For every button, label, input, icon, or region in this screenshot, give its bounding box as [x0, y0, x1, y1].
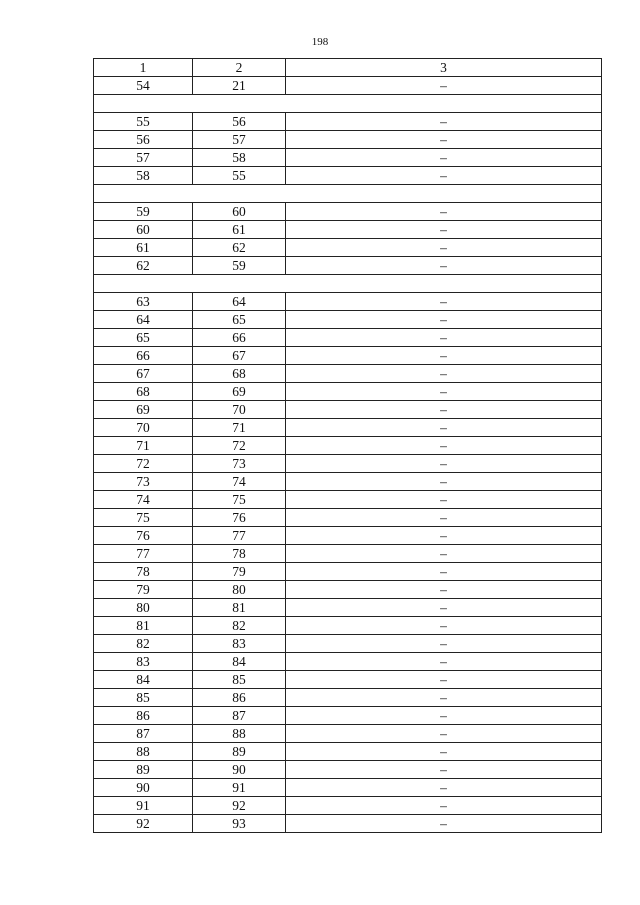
table-row	[94, 257, 602, 275]
cell-col-3: –	[286, 779, 602, 797]
cell-col-1: 61	[94, 239, 193, 257]
cell-col-3: –	[286, 455, 602, 473]
cell-col-2: 62	[193, 239, 286, 257]
cell-col-3: –	[286, 689, 602, 707]
cell-col-2: 77	[193, 527, 286, 545]
cell-col-2: 61	[193, 221, 286, 239]
column-header-2: 2	[193, 59, 286, 77]
table-row	[94, 599, 602, 617]
cell-col-2: 78	[193, 545, 286, 563]
cell-col-2: 71	[193, 419, 286, 437]
cell-col-1: 72	[94, 455, 193, 473]
group-separator-row	[94, 275, 602, 293]
table-row	[94, 527, 602, 545]
table-row	[94, 509, 602, 527]
separator-cell	[94, 95, 602, 113]
cell-col-1: 83	[94, 653, 193, 671]
cell-col-3: –	[286, 221, 602, 239]
table-row	[94, 401, 602, 419]
cell-col-3: –	[286, 797, 602, 815]
cell-col-3: –	[286, 563, 602, 581]
cell-col-1: 89	[94, 761, 193, 779]
cell-col-2: 70	[193, 401, 286, 419]
table-row	[94, 347, 602, 365]
cell-col-1: 57	[94, 149, 193, 167]
cell-col-3: –	[286, 815, 602, 833]
cell-col-3: –	[286, 581, 602, 599]
cell-col-1: 85	[94, 689, 193, 707]
cell-col-1: 60	[94, 221, 193, 239]
data-table	[93, 58, 602, 833]
table-row	[94, 761, 602, 779]
cell-col-1: 90	[94, 779, 193, 797]
table-row	[94, 581, 602, 599]
cell-col-2: 65	[193, 311, 286, 329]
table-row	[94, 707, 602, 725]
cell-col-2: 74	[193, 473, 286, 491]
table-row	[94, 293, 602, 311]
cell-col-1: 63	[94, 293, 193, 311]
cell-col-2: 83	[193, 635, 286, 653]
table-row	[94, 545, 602, 563]
cell-col-2: 56	[193, 113, 286, 131]
cell-col-3: –	[286, 329, 602, 347]
cell-col-2: 80	[193, 581, 286, 599]
cell-col-1: 80	[94, 599, 193, 617]
table-row	[94, 419, 602, 437]
cell-col-3: –	[286, 473, 602, 491]
cell-col-2: 81	[193, 599, 286, 617]
table-row	[94, 131, 602, 149]
cell-col-1: 68	[94, 383, 193, 401]
cell-col-1: 54	[94, 77, 193, 95]
cell-col-1: 75	[94, 509, 193, 527]
cell-col-2: 84	[193, 653, 286, 671]
table-row	[94, 239, 602, 257]
cell-col-1: 73	[94, 473, 193, 491]
cell-col-2: 66	[193, 329, 286, 347]
column-header-3: 3	[286, 59, 602, 77]
cell-col-1: 71	[94, 437, 193, 455]
cell-col-2: 82	[193, 617, 286, 635]
cell-col-3: –	[286, 707, 602, 725]
cell-col-2: 79	[193, 563, 286, 581]
cell-col-3: –	[286, 491, 602, 509]
separator-cell	[94, 275, 602, 293]
table-row	[94, 491, 602, 509]
table-row	[94, 671, 602, 689]
cell-col-1: 70	[94, 419, 193, 437]
cell-col-3: –	[286, 365, 602, 383]
header-row	[94, 59, 602, 77]
cell-col-3: –	[286, 401, 602, 419]
table-row	[94, 311, 602, 329]
cell-col-3: –	[286, 653, 602, 671]
cell-col-1: 67	[94, 365, 193, 383]
cell-col-2: 60	[193, 203, 286, 221]
cell-col-3: –	[286, 419, 602, 437]
table-row	[94, 635, 602, 653]
group-separator-row	[94, 95, 602, 113]
table-row	[94, 329, 602, 347]
cell-col-3: –	[286, 527, 602, 545]
cell-col-2: 90	[193, 761, 286, 779]
cell-col-1: 77	[94, 545, 193, 563]
table-row	[94, 167, 602, 185]
cell-col-1: 59	[94, 203, 193, 221]
cell-col-2: 93	[193, 815, 286, 833]
cell-col-2: 89	[193, 743, 286, 761]
table-row	[94, 797, 602, 815]
cell-col-2: 86	[193, 689, 286, 707]
cell-col-3: –	[286, 617, 602, 635]
cell-col-2: 72	[193, 437, 286, 455]
cell-col-1: 86	[94, 707, 193, 725]
table-row	[94, 149, 602, 167]
cell-col-2: 21	[193, 77, 286, 95]
table-row	[94, 77, 602, 95]
cell-col-3: –	[286, 113, 602, 131]
cell-col-2: 73	[193, 455, 286, 473]
cell-col-1: 55	[94, 113, 193, 131]
cell-col-2: 76	[193, 509, 286, 527]
cell-col-1: 66	[94, 347, 193, 365]
cell-col-3: –	[286, 239, 602, 257]
cell-col-2: 92	[193, 797, 286, 815]
cell-col-1: 92	[94, 815, 193, 833]
table-row	[94, 383, 602, 401]
table-row	[94, 653, 602, 671]
table-row	[94, 563, 602, 581]
separator-cell	[94, 185, 602, 203]
cell-col-1: 74	[94, 491, 193, 509]
table-row	[94, 779, 602, 797]
cell-col-1: 82	[94, 635, 193, 653]
cell-col-3: –	[286, 599, 602, 617]
table-row	[94, 113, 602, 131]
cell-col-3: –	[286, 509, 602, 527]
cell-col-1: 69	[94, 401, 193, 419]
cell-col-1: 62	[94, 257, 193, 275]
table-row	[94, 473, 602, 491]
cell-col-1: 65	[94, 329, 193, 347]
cell-col-2: 87	[193, 707, 286, 725]
cell-col-2: 69	[193, 383, 286, 401]
cell-col-3: –	[286, 383, 602, 401]
cell-col-3: –	[286, 743, 602, 761]
cell-col-2: 59	[193, 257, 286, 275]
cell-col-3: –	[286, 203, 602, 221]
cell-col-3: –	[286, 347, 602, 365]
cell-col-2: 91	[193, 779, 286, 797]
cell-col-2: 67	[193, 347, 286, 365]
cell-col-3: –	[286, 545, 602, 563]
table-row	[94, 455, 602, 473]
cell-col-1: 87	[94, 725, 193, 743]
cell-col-3: –	[286, 257, 602, 275]
cell-col-2: 58	[193, 149, 286, 167]
cell-col-2: 64	[193, 293, 286, 311]
cell-col-1: 78	[94, 563, 193, 581]
table-row	[94, 725, 602, 743]
cell-col-3: –	[286, 761, 602, 779]
cell-col-3: –	[286, 149, 602, 167]
cell-col-3: –	[286, 293, 602, 311]
column-header-1: 1	[94, 59, 193, 77]
table-row	[94, 221, 602, 239]
cell-col-1: 58	[94, 167, 193, 185]
cell-col-2: 75	[193, 491, 286, 509]
cell-col-1: 88	[94, 743, 193, 761]
cell-col-3: –	[286, 167, 602, 185]
table-body	[94, 77, 602, 833]
cell-col-3: –	[286, 311, 602, 329]
table-row	[94, 437, 602, 455]
cell-col-3: –	[286, 725, 602, 743]
cell-col-1: 81	[94, 617, 193, 635]
table-row	[94, 689, 602, 707]
cell-col-1: 64	[94, 311, 193, 329]
cell-col-2: 68	[193, 365, 286, 383]
cell-col-3: –	[286, 77, 602, 95]
table-header	[94, 59, 602, 77]
cell-col-1: 76	[94, 527, 193, 545]
table-row	[94, 815, 602, 833]
cell-col-1: 84	[94, 671, 193, 689]
cell-col-3: –	[286, 635, 602, 653]
cell-col-1: 91	[94, 797, 193, 815]
cell-col-1: 79	[94, 581, 193, 599]
table-row	[94, 617, 602, 635]
cell-col-3: –	[286, 671, 602, 689]
cell-col-2: 57	[193, 131, 286, 149]
table-row	[94, 203, 602, 221]
page-number: 198	[311, 36, 329, 48]
group-separator-row	[94, 185, 602, 203]
cell-col-2: 88	[193, 725, 286, 743]
cell-col-1: 56	[94, 131, 193, 149]
table-row	[94, 365, 602, 383]
cell-col-3: –	[286, 131, 602, 149]
cell-col-3: –	[286, 437, 602, 455]
cell-col-2: 85	[193, 671, 286, 689]
table-row	[94, 743, 602, 761]
cell-col-2: 55	[193, 167, 286, 185]
